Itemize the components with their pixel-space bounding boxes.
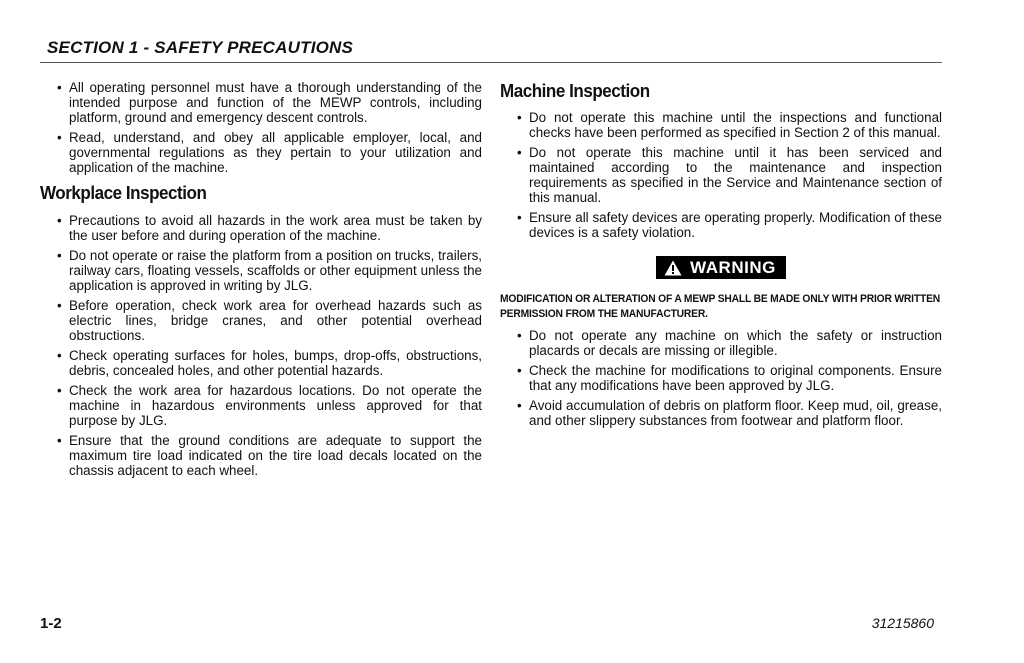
list-item: • Do not operate or raise the platform from a position on trucks, trailers, railway cars, floating vessels, scaffolds or other equipment unless the application is approved in writing by JLG. (40, 248, 482, 293)
list-item: • Check the machine for modifications to original components. Ensure that any modifications have been approved by JLG. (500, 363, 942, 393)
list-item: • Precautions to avoid all hazards in the work area must be taken by the user before and during operation of the machine. (40, 213, 482, 243)
warning-label: WARNING (690, 257, 776, 277)
list-item: • Do not operate this machine until the inspections and functional checks have been performed as specified in Section 2 of this manual. (500, 110, 942, 140)
workplace-inspection-heading: Workplace Inspection (40, 182, 207, 203)
section-title: SECTION 1 - SAFETY PRECAUTIONS (47, 38, 354, 57)
list-item: • All operating personnel must have a thorough understanding of the intended purpose and function of the MEWP controls, including platform, ground and emergency descent controls. (40, 80, 482, 125)
list-item: • Do not operate any machine on which the safety or instruction placards or decals are missing or illegible. (500, 328, 942, 358)
warning-triangle-icon (664, 260, 682, 276)
list-item: • Check the work area for hazardous locations. Do not operate the machine in hazardous environments unless approved for that purpose by JLG. (40, 383, 482, 428)
post-warning-list (500, 328, 942, 428)
list-item: • Check operating surfaces for holes, bumps, drop-offs, obstructions, debris, concealed holes, and other potential hazards. (40, 348, 482, 378)
machine-inspection-heading: Machine Inspection (500, 80, 650, 101)
warning-badge (656, 256, 786, 279)
list-item: • Ensure that the ground conditions are adequate to support the maximum tire load indicated on the tire load decals located on the chassis adjacent to each wheel. (40, 433, 482, 478)
list-item: • Do not operate this machine until it has been serviced and maintained according to the maintenance and inspection requirements as specified in the Service and Maintenance section of this manual. (500, 145, 942, 205)
intro-list (40, 80, 482, 175)
machine-inspection-list (500, 110, 942, 240)
list-item: • Before operation, check work area for overhead hazards such as electric lines, bridge cranes, and other potential overhead obstructions. (40, 298, 482, 343)
document-number: 31215860 (871, 615, 934, 631)
workplace-inspection-list (40, 213, 482, 478)
right-column (500, 80, 942, 433)
warning-message: MODIFICATION OR ALTERATION OF A MEWP SHALL BE MADE ONLY WITH PRIOR WRITTEN PERMISSION FROM THE MANUFACTURER. (500, 292, 941, 320)
left-column (40, 80, 482, 483)
warning-badge-wrapper (500, 256, 942, 281)
list-item: • Read, understand, and obey all applicable employer, local, and governmental regulations as they pertain to your utilization and application of the machine. (40, 130, 482, 175)
page-number: 1-2 (40, 615, 62, 632)
list-item: • Ensure all safety devices are operating properly. Modification of these devices is a safety violation. (500, 210, 942, 240)
header-divider (40, 62, 942, 63)
list-item: • Avoid accumulation of debris on platform floor. Keep mud, oil, grease, and other slippery substances from footwear and platform floor. (500, 398, 942, 428)
